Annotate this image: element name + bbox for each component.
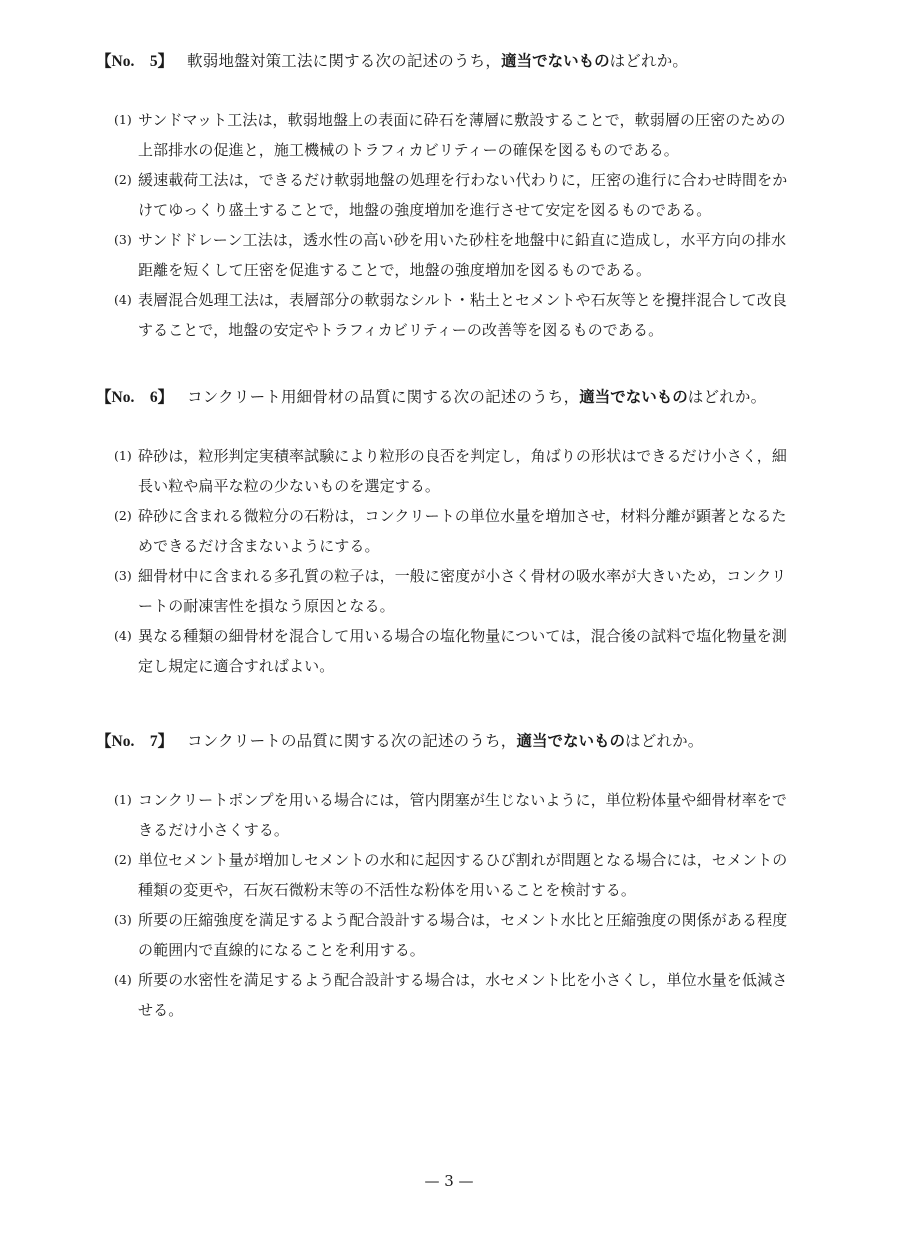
- question-5: [96, 48, 816, 345]
- option-number: (1): [114, 448, 132, 463]
- option-number: (2): [114, 172, 132, 187]
- option-text: 単位セメント量が増加しセメントの水和に起因するひび割れが問題となる場合には，セメントの種類の変更や，石灰石微粉末等の不活性な粉体を用いることを検討する。: [138, 851, 788, 899]
- option-number: (1): [114, 112, 132, 127]
- answer-option-4: [96, 285, 816, 345]
- question-header: [96, 728, 816, 755]
- option-text: 表層混合処理工法は，表層部分の軟弱なシルト・粘土とセメントや石灰等とを攪拌混合して改良することで，地盤の安定やトラフィカビリティーの改善等を図るものである。: [138, 291, 787, 339]
- question-header: [96, 384, 816, 411]
- option-text: 砕砂は，粒形判定実積率試験により粒形の良否を判定し，角ばりの形状はできるだけ小さく，細長い粒や扁平な粒の少ないものを選定する。: [138, 447, 788, 495]
- option-text: サンドマット工法は，軟弱地盤上の表面に砕石を薄層に敷設することで，軟弱層の圧密のための上部排水の促進と，施工機械のトラフィカビリティーの確保を図るものである。: [138, 111, 786, 159]
- question-emphasis: 適当でないもの: [579, 388, 688, 406]
- option-number: (3): [114, 568, 132, 583]
- question-suffix: はどれか。: [625, 732, 704, 750]
- question-number: 【No. 5】: [96, 53, 174, 70]
- option-text: 砕砂に含まれる微粒分の石粉は，コンクリートの単位水量を増加させ，材料分離が顕著となるためできるだけ含まないようにする。: [138, 507, 787, 555]
- answer-option-2: [96, 845, 816, 905]
- option-number: (2): [114, 508, 132, 523]
- answer-option-1: [96, 785, 816, 845]
- question-7: [96, 728, 816, 1025]
- question-text: 軟弱地盤対策工法に関する次の記述のうち，: [187, 52, 502, 70]
- question-header: [96, 48, 816, 75]
- option-number: (2): [114, 852, 132, 867]
- answer-option-2: [96, 501, 816, 561]
- answer-option-3: [96, 561, 816, 621]
- answer-option-1: [96, 105, 816, 165]
- question-number: 【No. 6】: [96, 389, 174, 406]
- question-text: コンクリートの品質に関する次の記述のうち，: [187, 732, 517, 750]
- question-emphasis: 適当でないもの: [516, 732, 625, 750]
- answer-option-3: [96, 905, 816, 965]
- question-suffix: はどれか。: [609, 52, 689, 70]
- option-number: (3): [114, 232, 132, 247]
- option-number: (4): [114, 292, 132, 307]
- answer-option-4: [96, 621, 816, 681]
- option-text: 所要の圧縮強度を満足するよう配合設計する場合は，セメント水比と圧縮強度の関係がある程度の範囲内で直線的になることを利用する。: [138, 911, 788, 959]
- answer-option-2: [96, 165, 816, 225]
- answer-option-3: [96, 225, 816, 285]
- question-emphasis: 適当でないもの: [501, 52, 610, 70]
- option-number: (4): [114, 972, 132, 987]
- answer-option-4: [96, 965, 816, 1025]
- option-text: 緩速載荷工法は，できるだけ軟弱地盤の処理を行わない代わりに，圧密の進行に合わせ時間をかけてゆっくり盛土することで，地盤の強度増加を進行させて安定を図るものである。: [138, 171, 788, 219]
- question-number: 【No. 7】: [96, 733, 174, 750]
- option-text: サンドドレーン工法は，透水性の高い砂を用いた砂柱を地盤中に鉛直に造成し，水平方向の排水距離を短くして圧密を促進することで，地盤の強度増加を図るものである。: [138, 231, 787, 279]
- option-number: (3): [114, 912, 132, 927]
- option-text: コンクリートポンプを用いる場合には，管内閉塞が生じないように，単位粉体量や細骨材率をできるだけ小さくする。: [138, 791, 788, 839]
- option-number: (1): [114, 792, 132, 807]
- option-text: 細骨材中に含まれる多孔質の粒子は，一般に密度が小さく骨材の吸水率が大きいため，コンクリートの耐凍害性を損なう原因となる。: [138, 567, 787, 615]
- option-text: 異なる種類の細骨材を混合して用いる場合の塩化物量については，混合後の試料で塩化物量を測定し規定に適合すればよい。: [138, 627, 788, 675]
- option-text: 所要の水密性を満足するよう配合設計する場合は，水セメント比を小さくし，単位水量を低減させる。: [138, 971, 788, 1019]
- question-suffix: はどれか。: [687, 388, 767, 406]
- answer-option-1: [96, 441, 816, 501]
- question-text: コンクリート用細骨材の品質に関する次の記述のうち，: [187, 388, 580, 406]
- page-number: — 3 —: [424, 1172, 474, 1190]
- question-6: [96, 384, 816, 681]
- option-number: (4): [114, 628, 132, 643]
